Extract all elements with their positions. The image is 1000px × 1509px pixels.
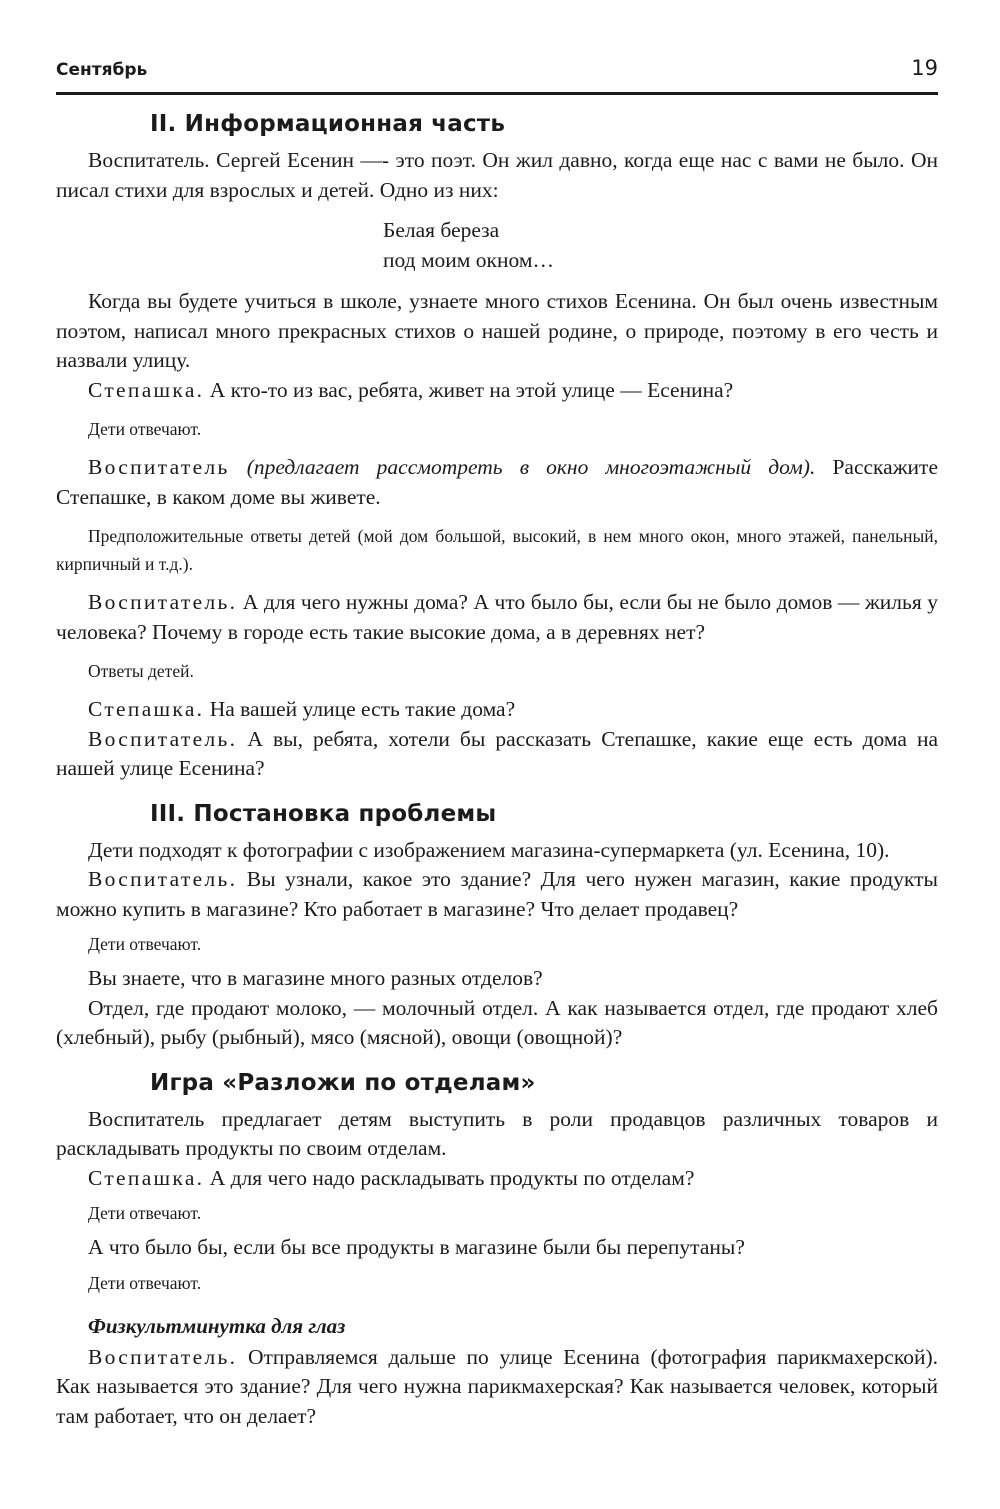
speech: А кто-то из вас, ребята, живет на этой улице — Есенина? bbox=[204, 377, 734, 402]
speech: Вы узнали, какое это здание? Для чего нужен магазин, какие продукты можно купить в магазине? Кто работает в магазине? Что делает продавец? bbox=[56, 867, 938, 921]
paragraph: Когда вы будете учиться в школе, узнаете много стихов Есенина. Он был очень известным поэтом, написал много прекрасных стихов о нашей родине, о природе, поэтому в его честь и назвали улицу. bbox=[56, 289, 938, 372]
stage-direction: (предлагает рассмотреть в окно многоэтажный дом). bbox=[229, 455, 816, 479]
paragraph: Дети подходят к фотографии с изображением магазина-супермаркета (ул. Есенина, 10). bbox=[88, 837, 890, 862]
speaker: Воспитатель. bbox=[88, 1344, 238, 1369]
speaker: Степашка. bbox=[88, 377, 205, 402]
speech: Расскажите Степашке, в каком доме вы живете. bbox=[56, 455, 938, 509]
dialogue-line bbox=[56, 376, 938, 406]
speech: А для чего надо раскладывать продукты по отделам? bbox=[204, 1165, 695, 1190]
poem-excerpt bbox=[383, 215, 938, 275]
speaker: Воспитатель. bbox=[88, 726, 238, 751]
speech: Отправляемся дальше по улице Есенина (фотография парикмахерской). Как называется это здание? Для чего нужна парикмахерская? Как называется человек, который там работает, что он делает? bbox=[56, 1344, 938, 1428]
paragraph: Воспитатель. Сергей Есенин —- это поэт. Он жил давно, когда еще нас с вами не было. Он писал стихи для взрослых и детей. Одно из них: bbox=[56, 148, 938, 202]
stage-remark: Дети отвечают. bbox=[88, 1272, 202, 1293]
dialogue-line bbox=[56, 1343, 938, 1432]
stage-remark: Дети отвечают. bbox=[88, 1203, 202, 1223]
dialogue-line bbox=[56, 588, 938, 647]
speech: А для чего нужны дома? А что было бы, если бы не было домов — жилья у человека? Почему в городе есть такие высокие дома, а в деревнях нет? bbox=[56, 590, 938, 644]
poem-line: под моим окном… bbox=[383, 248, 554, 272]
speaker: Степашка. bbox=[88, 697, 205, 721]
section-heading-problem: III. Постановка проблемы bbox=[150, 800, 497, 827]
paragraph: Воспитатель предлагает детям выступить в роли продавцов различных товаров и раскладывать продукты по своим отделам. bbox=[56, 1106, 938, 1160]
subheading-eye-exercise: Физкультминутка для глаз bbox=[88, 1313, 346, 1338]
dialogue-line bbox=[56, 453, 938, 512]
speech: А вы, ребята, хотели бы рассказать Степашке, какие еще есть дома на нашей улице Есенина? bbox=[56, 726, 938, 780]
paragraph: Отдел, где продают молоко, — молочный отдел. А как называется отдел, где продают хлеб (хлебный), рыбу (рыбный), мясо (мясной), овощи (овощной)? bbox=[56, 995, 938, 1049]
dialogue-line bbox=[56, 865, 938, 924]
section-heading-info: II. Информационная часть bbox=[150, 111, 506, 137]
section-heading-game: Игра «Разложи по отделам» bbox=[150, 1069, 536, 1096]
paragraph: А что было бы, если бы все продукты в магазине были бы перепутаны? bbox=[88, 1235, 745, 1259]
speech: На вашей улице есть такие дома? bbox=[204, 697, 516, 721]
speaker: Воспитатель. bbox=[88, 590, 238, 614]
stage-remark: Дети отвечают. bbox=[88, 419, 202, 439]
dialogue-line bbox=[56, 725, 938, 784]
speaker: Воспитатель. bbox=[88, 867, 238, 891]
dialogue-line bbox=[56, 1164, 938, 1194]
running-header bbox=[56, 52, 938, 95]
page-number: 19 bbox=[911, 56, 938, 80]
dialogue-line bbox=[56, 695, 938, 725]
poem-line: Белая береза bbox=[383, 218, 500, 242]
paragraph: Вы знаете, что в магазине много разных отделов? bbox=[88, 966, 543, 990]
speaker: Степашка. bbox=[88, 1165, 205, 1190]
speaker: Воспитатель bbox=[88, 455, 230, 479]
stage-remark: Предположительные ответы детей (мой дом большой, высокий, в нем много окон, много этажей, панельный, кирпичный и т.д.). bbox=[56, 526, 938, 574]
running-section-title: Сентябрь bbox=[56, 60, 148, 80]
stage-remark: Дети отвечают. bbox=[88, 934, 202, 954]
page-body bbox=[56, 108, 938, 1431]
stage-remark: Ответы детей. bbox=[88, 661, 194, 681]
